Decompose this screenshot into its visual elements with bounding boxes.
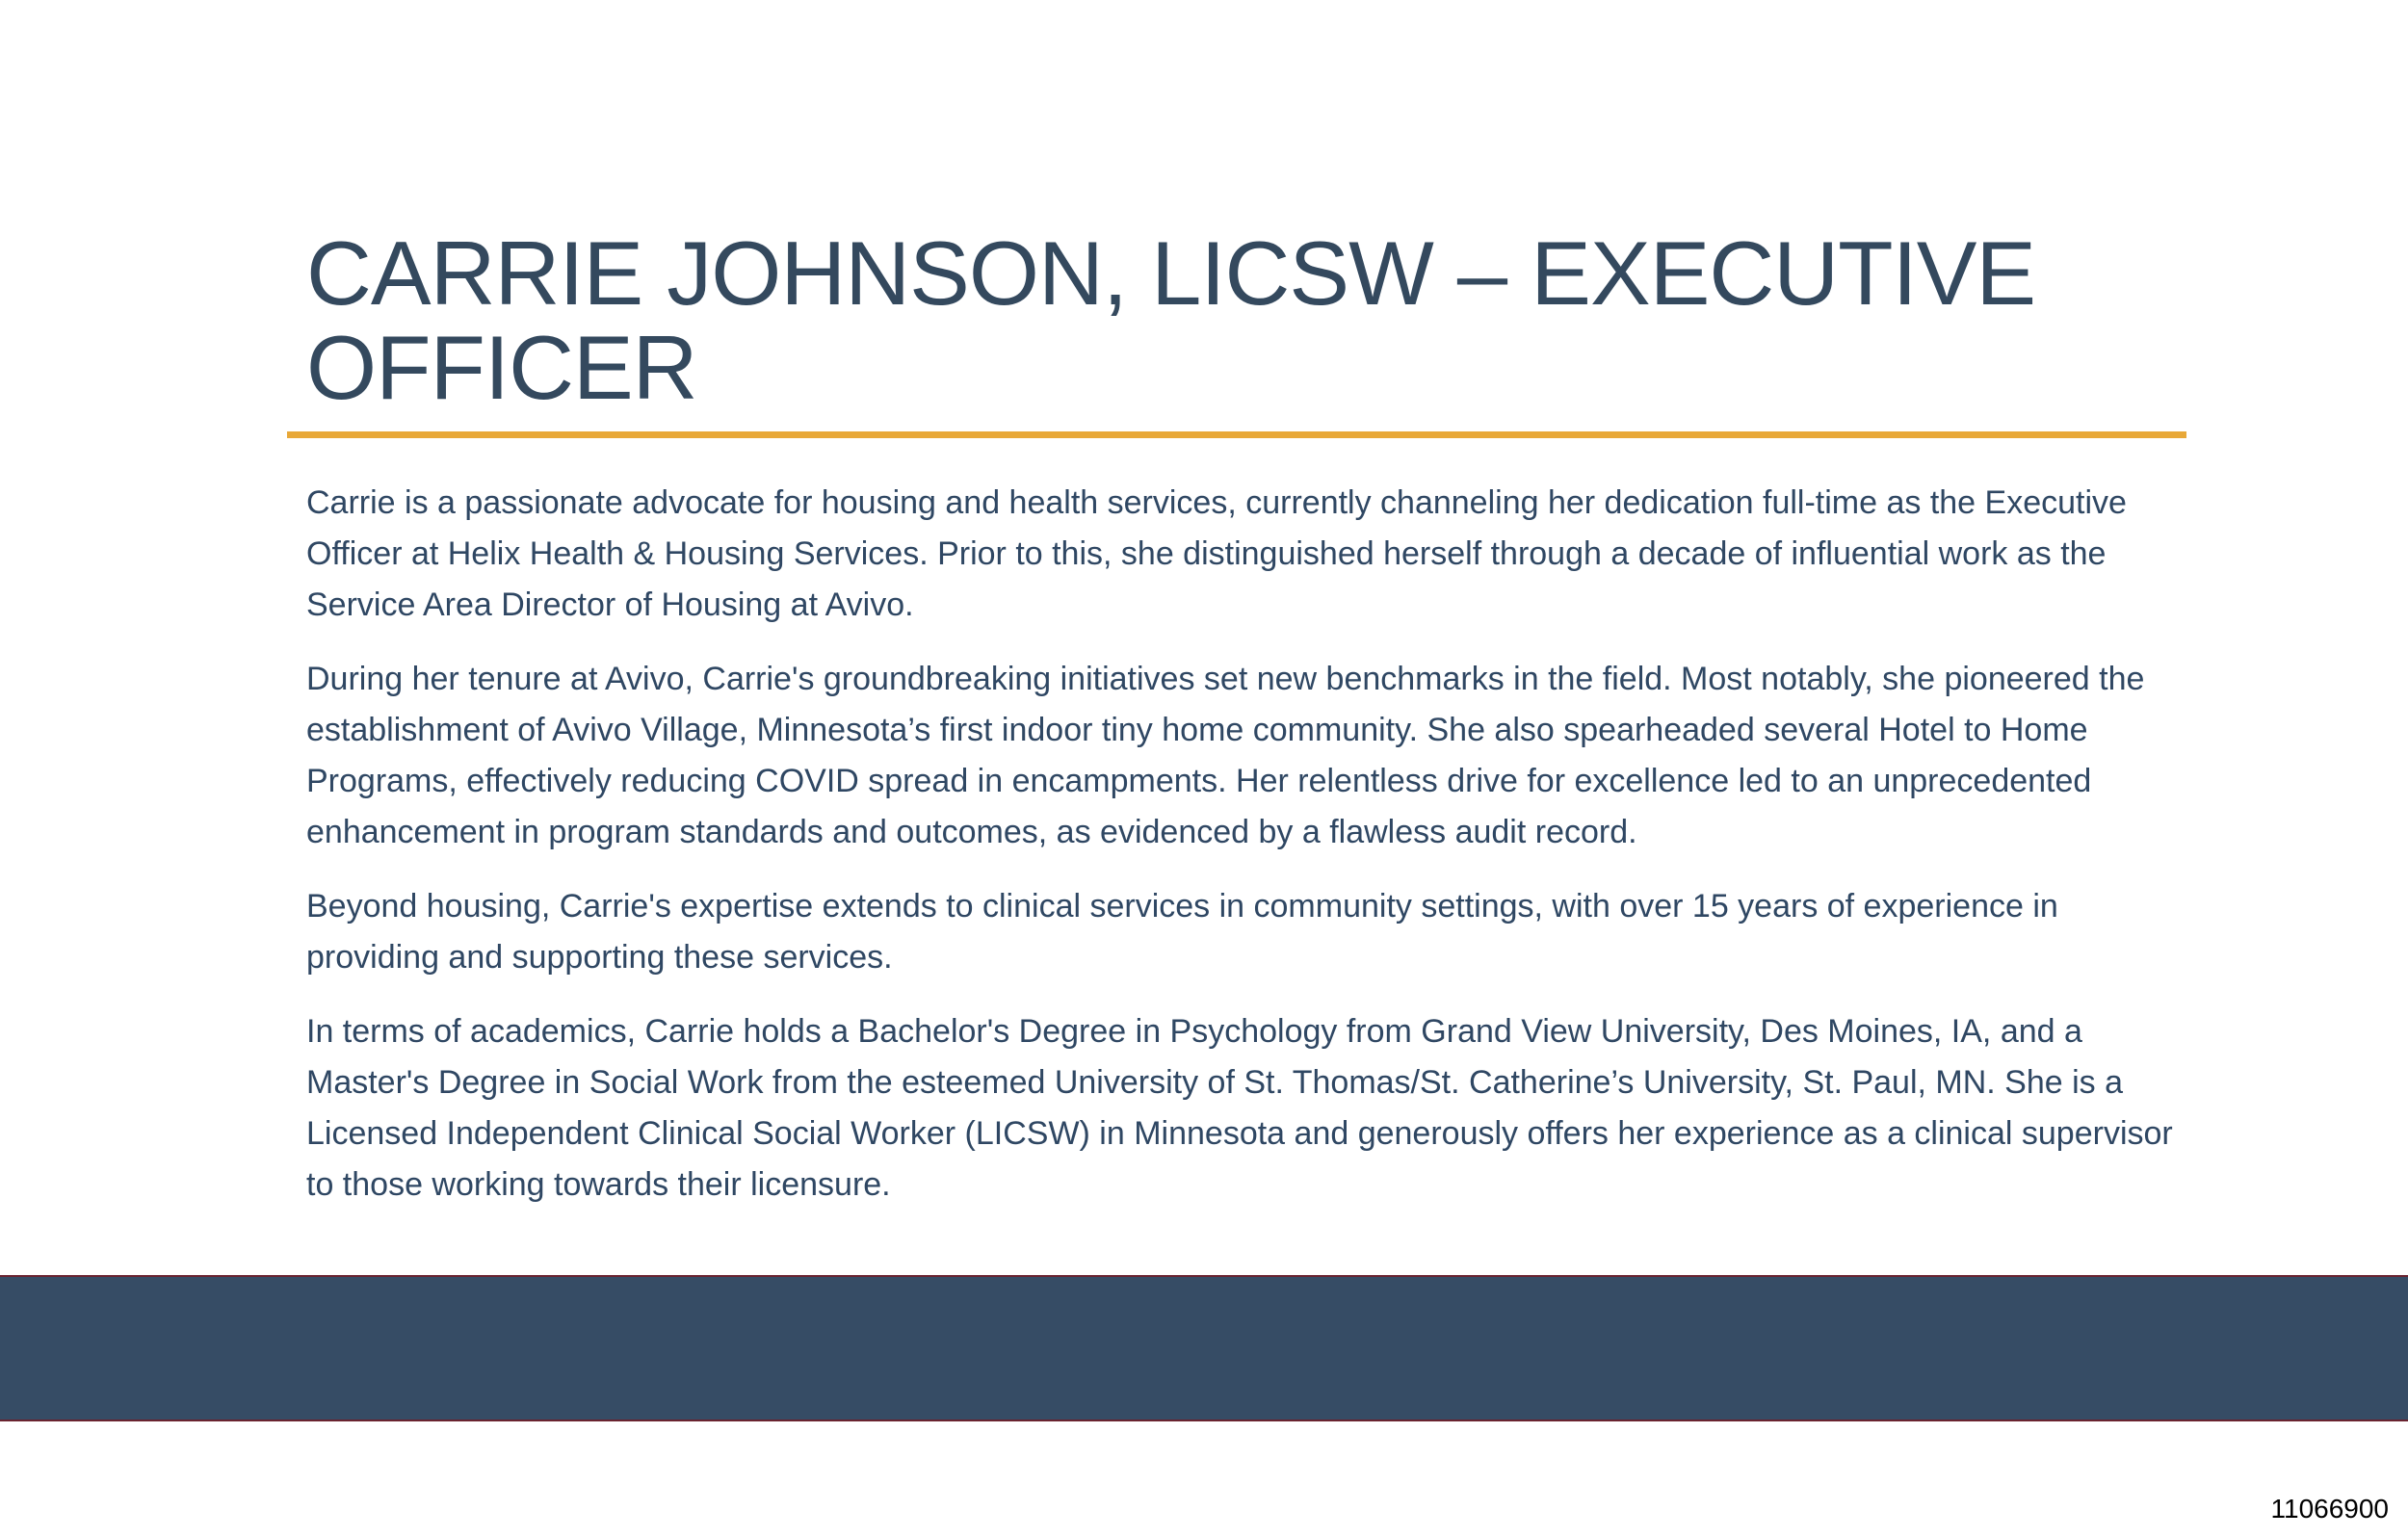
bio-text [306, 478, 2175, 1234]
bio-paragraph-academics: In terms of academics, Carrie holds a Bachelor's Degree in Psychology from Grand View University, Des Moines, IA, and a Master's Degree in Social Work from the esteemed University of St. Thomas/St. Catherine’s University, St. Paul, MN. She is a Licensed Independent Clinical Social Worker (LICSW) in Minnesota and generously offers her experience as a clinical supervisor to those working towards their licensure. [306, 1013, 2173, 1203]
title-underline-divider [287, 431, 2186, 438]
bio-paragraph-clinical: Beyond housing, Carrie's expertise extends to clinical services in community settings, with over 15 years of experience in providing and supporting these services. [306, 888, 2058, 976]
title-line-2: OFFICER [306, 317, 697, 418]
document-id: 11066900 [2270, 1494, 2389, 1524]
bio-paragraph-intro: Carrie is a passionate advocate for housing and health services, currently channeling her dedication full-time as the Executive Officer at Helix Health & Housing Services. Prior to this, she distinguished herself through a decade of influential work as the Service Area Director of Housing at Avivo. [306, 484, 2127, 623]
footer-band [0, 1275, 2408, 1421]
bio-paragraph-avivo: During her tenure at Avivo, Carrie's groundbreaking initiatives set new benchmarks in the field. Most notably, she pioneered the establishment of Avivo Village, Minnesota’s first indoor tiny home community. She also spearheaded several Hotel to Home Programs, effectively reducing COVID spread in encampments. Her relentless drive for excellence led to an unprecedented enhancement in program standards and outcomes, as evidenced by a flawless audit record. [306, 661, 2145, 850]
page-title [306, 222, 2213, 418]
title-line-1: CARRIE JOHNSON, LICSW – EXECUTIVE [306, 222, 2036, 324]
